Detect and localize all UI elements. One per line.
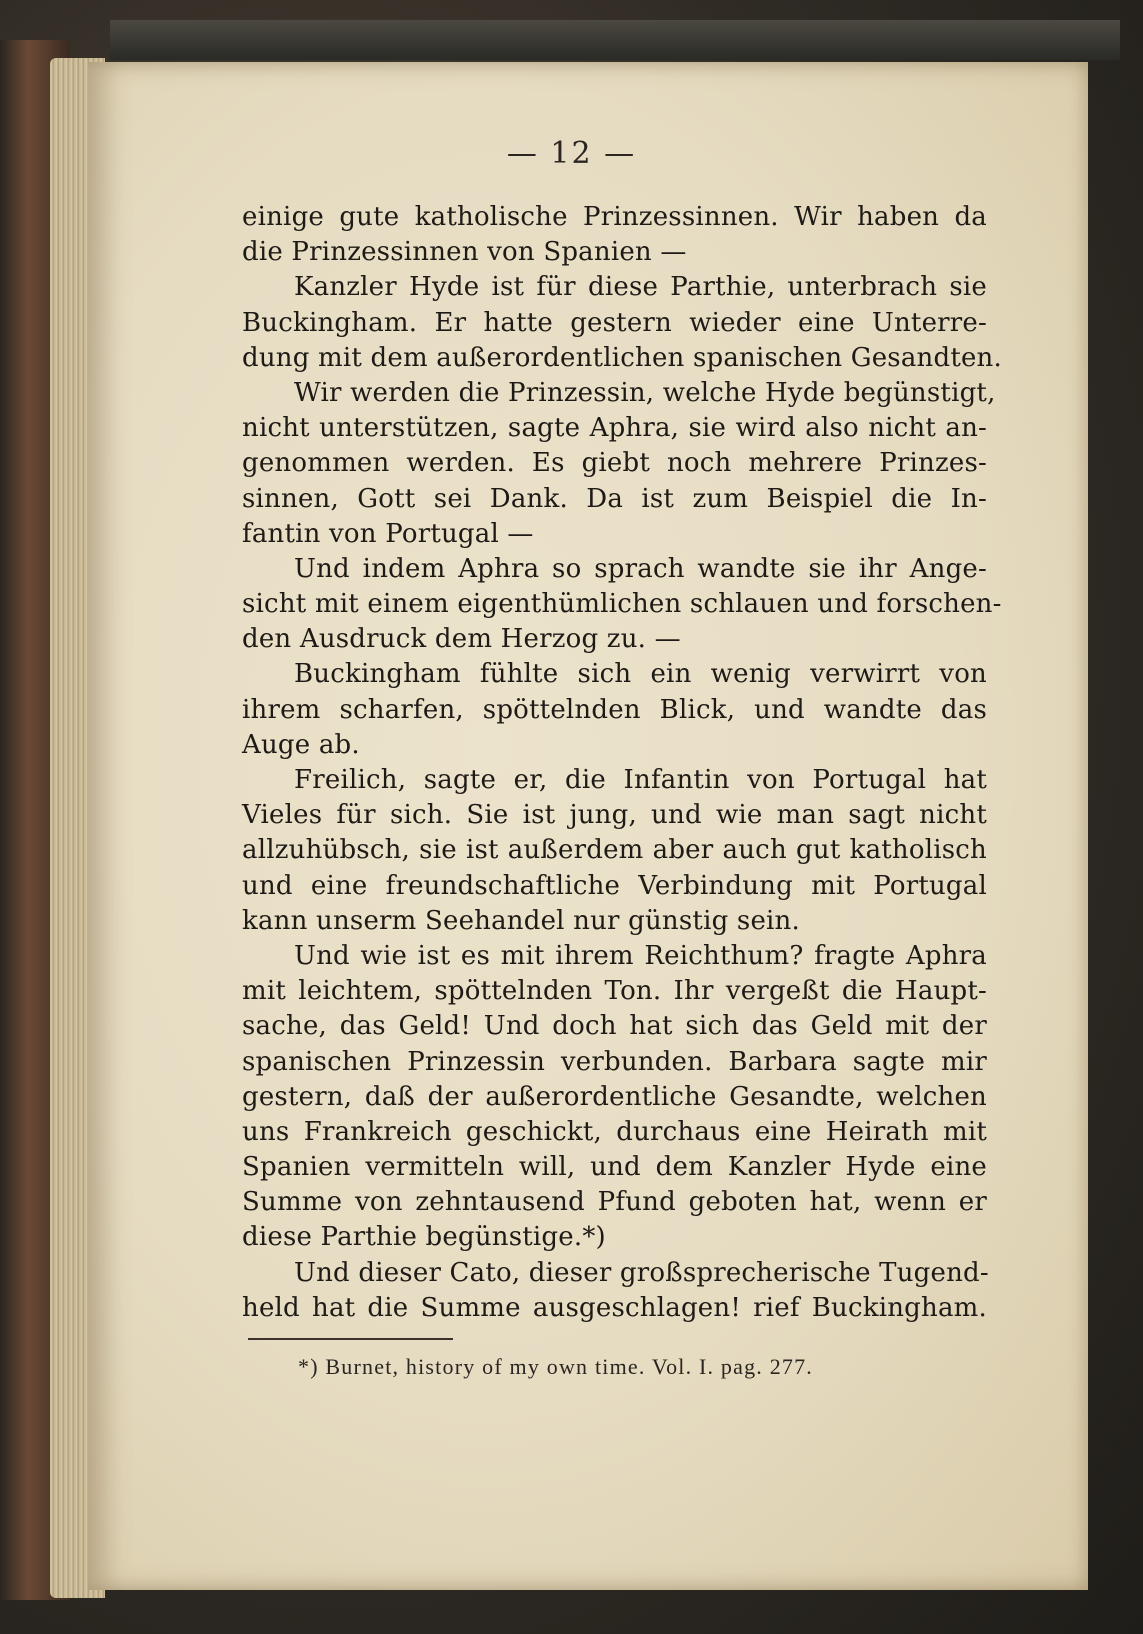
text-line: spanischen Prinzessin verbunden. Barbara sagte mir (242, 1046, 987, 1077)
text-line: uns Frankreich geschickt, durchaus eine Heirath mit (242, 1116, 987, 1147)
text-line: sinnen, Gott sei Dank. Da ist zum Beispiel die In- (242, 483, 987, 514)
text-line: held hat die Summe ausgeschlagen! rief Buckingham. (242, 1292, 987, 1323)
text-line: sicht mit einem eigenthümlichen schlauen und forschen- (242, 589, 1002, 620)
text-line: nicht unterstützen, sagte Aphra, sie wird also nicht an- (242, 413, 987, 444)
text-line: und eine freundschaftliche Verbindung mit Portugal (242, 870, 987, 901)
book-cover-top (110, 20, 1120, 60)
text-line: dung mit dem außerordentlichen spanischen Gesandten. (242, 342, 1002, 373)
text-line: sache, das Geld! Und doch hat sich das Geld mit der (242, 1011, 987, 1042)
text-line: fantin von Portugal — (242, 518, 534, 549)
text-line: diese Parthie begünstige.*) (242, 1222, 606, 1253)
text-line: gestern, daß der außerordentliche Gesandte, welchen (242, 1081, 987, 1112)
page-text-block (242, 200, 1002, 1326)
text-line: den Ausdruck dem Herzog zu. — (242, 624, 681, 655)
text-line: Wir werden die Prinzessin, welche Hyde begünstigt, (294, 377, 996, 408)
text-line: ihrem scharfen, spöttelnden Blick, und wandte das (242, 694, 987, 725)
text-line: allzuhübsch, sie ist außerdem aber auch gut katholisch (242, 835, 987, 866)
footnote: *) Burnet, history of my own time. Vol. I. pag. 277. (298, 1354, 814, 1379)
text-line: Freilich, sagte er, die Infantin von Portugal hat (294, 765, 987, 795)
footnote-rule (248, 1338, 453, 1340)
text-line: Spanien vermitteln will, und dem Kanzler Hyde eine (242, 1152, 987, 1183)
page-number: — 12 — (506, 136, 637, 171)
text-line: die Prinzessinnen von Spanien — (242, 237, 687, 268)
text-line: Summe von zehntausend Pfund geboten hat, wenn er (242, 1187, 987, 1218)
text-line: Kanzler Hyde ist für diese Parthie, unterbrach sie (294, 272, 987, 303)
text-line: Und wie ist es mit ihrem Reichthum? fragte Aphra (294, 940, 987, 971)
text-line: Buckingham. Er hatte gestern wieder eine Unterre- (242, 307, 987, 338)
text-line: Vieles für sich. Sie ist jung, und wie man sagt nicht (242, 800, 987, 831)
text-line: kann unserm Seehandel nur günstig sein. (242, 905, 800, 936)
text-line: Auge ab. (242, 729, 360, 760)
text-line: genommen werden. Es giebt noch mehrere Prinzes- (242, 448, 987, 479)
text-line: Und dieser Cato, dieser großsprecherische Tugend- (294, 1257, 989, 1288)
text-line: mit leichtem, spöttelnden Ton. Ihr vergeßt die Haupt- (242, 976, 987, 1007)
text-line: Und indem Aphra so sprach wandte sie ihr Ange- (294, 553, 987, 584)
text-line: einige gute katholische Prinzessinnen. Wir haben da (242, 202, 987, 232)
text-line: Buckingham fühlte sich ein wenig verwirrt von (294, 659, 987, 690)
